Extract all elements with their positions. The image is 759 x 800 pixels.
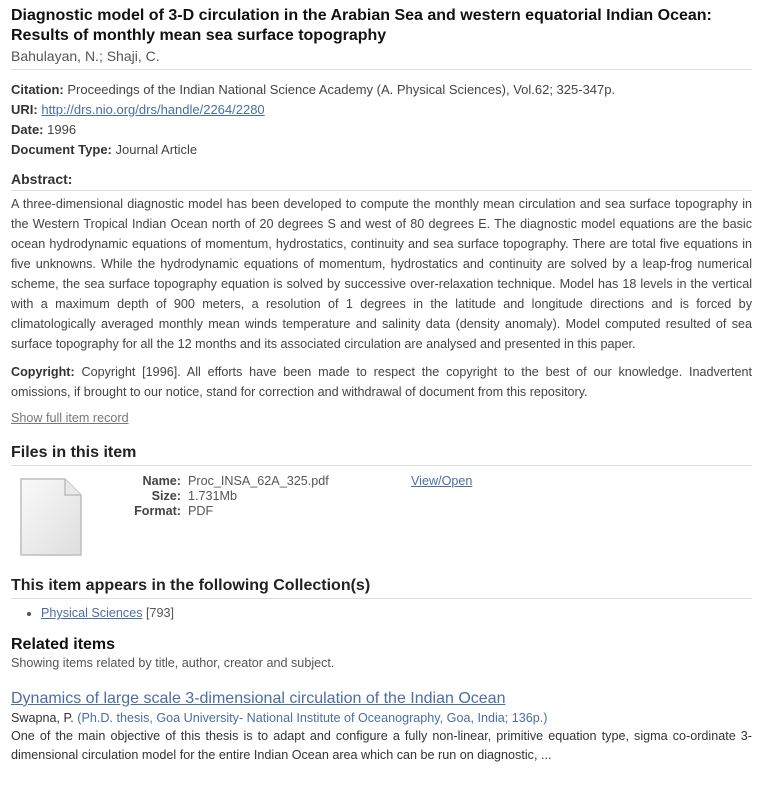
doctype-value: Journal Article: [115, 142, 198, 157]
date-value: 1996: [47, 122, 77, 137]
file-size-value: 1.731Mb: [188, 489, 238, 503]
collection-count: [793]: [146, 606, 175, 620]
copyright-block: [11, 362, 752, 402]
file-format-label: Format:: [134, 504, 181, 518]
related-item: [11, 671, 752, 765]
abstract-heading: Abstract:: [11, 170, 752, 191]
item-authors: Bahulayan, N.; Shaji, C.: [11, 47, 752, 70]
abstract-text: A three-dimensional diagnostic model has been developed to compute the monthly mean circulation and sea surface topography in the Western Tropical Indian Ocean north of 20 degrees S and west of 80 degrees E. The diagnostic model equations are the basic ocean hydrodynamic equations of momentum, hydrostatics, continuity and sea surface topography. There are total five equations in five unknowns. While the hydrodynamic equations of momentum, hydrostatics and continuity are solved by a leap-frog numerical scheme, the sea surface topography equation is solved by successive over-relaxation technique. Model has 18 levels in the vertical with a maximum depth of 900 meters, a resolution of 1 degrees in the latitude and longitude directions and is forced by climatologically averaged monthly mean winds temperature and salinity data (density anomaly). Model computed resulted of sea surface topography for all the 12 months and its associated circulation are analysed and presented in this paper.: [11, 197, 752, 351]
show-full-record-link[interactable]: Show full item record: [11, 411, 129, 425]
uri-link[interactable]: http://drs.nio.org/drs/handle/2264/2280: [41, 102, 265, 117]
related-item-meta: [11, 709, 752, 727]
collections-list: [11, 605, 752, 621]
copyright-text: Copyright [1996]. All efforts have been made to respect the copyright to the best of our knowledge. Inadvertent omissions, if brought to our notice, stand for correction and withdrawal of document from this repository.: [11, 365, 753, 399]
files-heading: Files in this item: [11, 443, 752, 466]
file-row: [11, 470, 752, 558]
view-open-link[interactable]: View/Open: [411, 474, 473, 488]
related-item-publication: (Ph.D. thesis, Goa University- National Institute of Oceanography, Goa, India; 136p.): [77, 711, 548, 725]
date-label: Date:: [11, 122, 44, 137]
file-icon[interactable]: [19, 477, 83, 557]
citation-field: [11, 80, 752, 100]
metadata-block: [11, 80, 752, 160]
collections-heading: This item appears in the following Collection(s): [11, 576, 752, 599]
related-heading: Related items: [11, 636, 116, 653]
collection-item: [41, 605, 752, 621]
copyright-label: Copyright:: [11, 365, 75, 379]
date-field: [11, 120, 752, 140]
related-subtitle: Showing items related by title, author, creator and subject.: [11, 656, 335, 670]
item-record-page: [11, 0, 752, 765]
related-item-title[interactable]: Dynamics of large scale 3-dimensional circulation of the Indian Ocean: [11, 690, 506, 707]
citation-value: Proceedings of the Indian National Science Academy (A. Physical Sciences), Vol.62; 325-347p.: [67, 82, 616, 97]
file-info: [91, 474, 329, 519]
doctype-field: [11, 140, 752, 160]
uri-label: URI:: [11, 102, 38, 117]
file-name-label: Name:: [142, 474, 181, 488]
citation-label: Citation:: [11, 82, 64, 97]
related-item-description: One of the main objective of this thesis is to adapt and configure a fully non-linear, primitive equation type, sigma co-ordinate 3-dimensional circulation model for the entire Indian Ocean area which can be run on diagnostic, ...: [11, 729, 752, 762]
doctype-label: Document Type:: [11, 142, 112, 157]
file-size-label: Size:: [151, 489, 181, 503]
collection-link[interactable]: Physical Sciences: [41, 606, 143, 620]
item-title: Diagnostic model of 3-D circulation in the Arabian Sea and western equatorial Indian Ocean: Results of monthly mean sea surface topography: [11, 7, 712, 44]
uri-field: [11, 100, 752, 120]
file-name-value: Proc_INSA_62A_325.pdf: [188, 474, 329, 488]
related-item-author: Swapna, P.: [11, 711, 74, 725]
file-format-value: PDF: [188, 504, 214, 518]
